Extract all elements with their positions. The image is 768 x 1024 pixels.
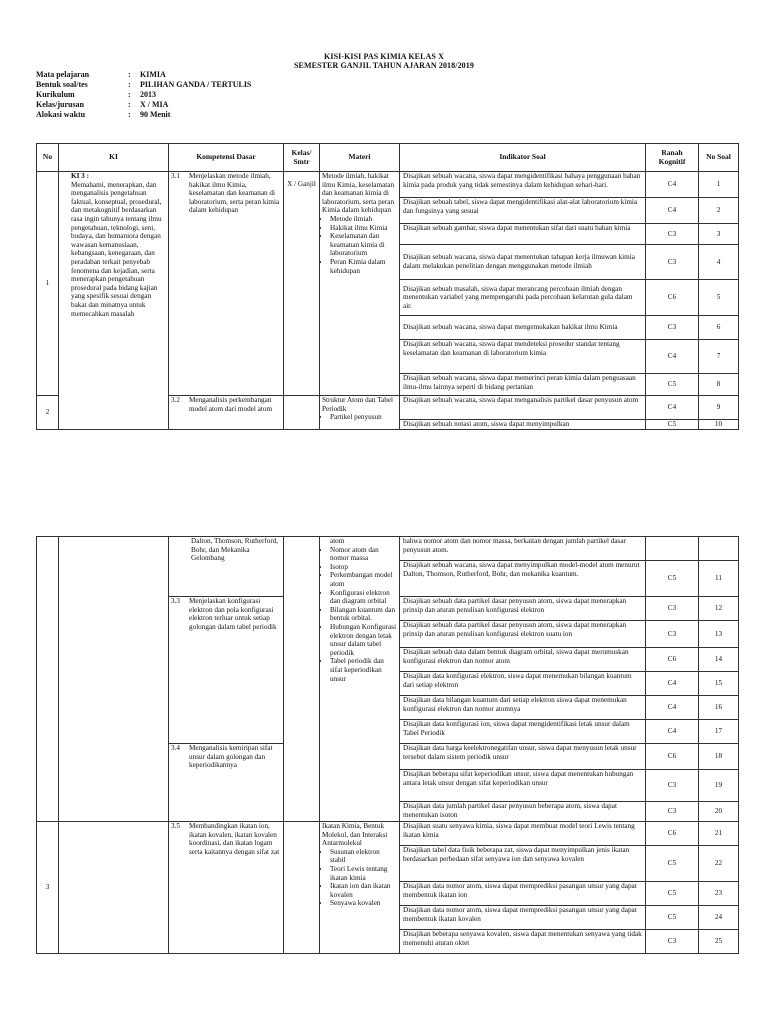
materi-cell (320, 172, 400, 396)
indikator-cell: Disajikan sebuah data partikel dasar penyusun atom, siswa dapat menerapkan prinsip dan aturan penulisan konfigurasi elektron (400, 597, 646, 621)
meta-block (36, 70, 251, 120)
meta-colon: : (128, 100, 131, 109)
nosoal-cell: 10 (699, 420, 739, 430)
nosoal-cell: 9 (699, 396, 739, 420)
col-header-ranah: Ranah Kognitif (646, 144, 699, 172)
meta-value: 90 Menit (140, 110, 171, 119)
ranah-cell: C3 (646, 245, 699, 280)
materi-item: • Teori Lewis tentang ikatan kimia (330, 865, 397, 882)
ranah-cell: C4 (646, 720, 699, 744)
materi-item: • Bilangan kuantum dan bentuk orbital. (330, 606, 397, 623)
ranah-cell (646, 537, 699, 561)
indikator-cell: Disajikan data konfigurasi ion, siswa dapat mengidentifikasi letak unsur dalam Tabel Periodik (400, 720, 646, 744)
meta-row (36, 90, 251, 100)
indikator-cell: Disajikan sebuah notasi atom, siswa dapat menyimpulkan (400, 420, 646, 430)
indikator-cell: Disajikan sebuah wacana, siswa dapat mengidentifikasi bahaya penggunaan bahan kimia pada produk yang tidak semestinya dalam kehidupan sehari-hari. (400, 172, 646, 198)
meta-row (36, 70, 251, 80)
materi-item: • Isotop (330, 563, 397, 572)
ki-cell (59, 537, 169, 822)
table-header-row (37, 144, 739, 172)
indikator-cell: Disajikan tabel data fisik beberapa zat, siswa dapat menyimpulkan jenis ikatan berdasarkan perbedaan sifat senyawa ion dan senyawa kovalen (400, 846, 646, 882)
ki-cell (59, 822, 169, 954)
meta-colon: : (128, 70, 131, 79)
nosoal-cell: 16 (699, 696, 739, 720)
meta-label: Kurikulum (36, 90, 75, 99)
meta-colon: : (128, 90, 131, 99)
nosoal-cell: 20 (699, 802, 739, 822)
nosoal-cell: 17 (699, 720, 739, 744)
nosoal-cell: 24 (699, 906, 739, 930)
nosoal-cell: 15 (699, 672, 739, 696)
ranah-cell: C5 (646, 561, 699, 597)
col-header-nosoal: No Soal (699, 144, 739, 172)
meta-value: 2013 (140, 90, 156, 99)
materi-item: • Susunan elektron stabil (330, 848, 397, 865)
kd-cell (169, 597, 284, 744)
meta-label: Alokasi waktu (36, 110, 86, 119)
indikator-cell: Disajikan data nomor atom, siswa dapat memprediksi pasangan unsur yang dapat membentuk ikatan kovalen (400, 906, 646, 930)
group-number (37, 537, 59, 822)
kd-text: Membandingkan ikatan ion, ikatan kovalen, ikatan kovalen koordinasi, dan ikatan logam serta kaitannya dengan sifat zat (189, 822, 280, 856)
kisi-table-page1 (36, 143, 739, 430)
nosoal-cell: 8 (699, 374, 739, 396)
ranah-cell: C4 (646, 198, 699, 224)
ki-cell (59, 172, 169, 430)
kd-number: 3.2 (171, 396, 180, 404)
nosoal-cell: 1 (699, 172, 739, 198)
materi-item: • Perkembangan model atom (330, 571, 397, 588)
kd-text: Menjelaskan konfigurasi elektron dan pola konfigurasi elektron terluar untuk setiap golongan dalam tabel periodik (189, 597, 277, 631)
materi-item: • Senyawa kovalen (330, 899, 397, 908)
group-number: 3 (37, 822, 59, 954)
materi-item: • Partikel penyusun (330, 413, 397, 422)
ranah-cell: C6 (646, 744, 699, 770)
meta-row (36, 110, 251, 120)
ranah-cell: C4 (646, 172, 699, 198)
nosoal-cell: 25 (699, 930, 739, 954)
ranah-cell: C5 (646, 374, 699, 396)
nosoal-cell: 5 (699, 280, 739, 316)
group-number: 1 (37, 172, 59, 396)
meta-value: X / MIA (140, 100, 169, 109)
nosoal-cell: 11 (699, 561, 739, 597)
indikator-cell: Disajikan data bilangan kuantum dari setiap elektron siswa dapat menemukan konfigurasi elektron dan nomor atomnya (400, 696, 646, 720)
ranah-cell: C6 (646, 648, 699, 672)
materi-item: • Konfigurasi elektron dan diagram orbital (330, 589, 397, 606)
indikator-cell: Disajikan sebuah gambar, siswa dapat menentukan sifat dari suatu bahan kimia (400, 224, 646, 245)
nosoal-cell: 2 (699, 198, 739, 224)
nosoal-cell: 14 (699, 648, 739, 672)
kd-cell (169, 172, 284, 396)
col-header-indikator: Indikator Soal (400, 144, 646, 172)
meta-row (36, 100, 251, 110)
indikator-cell: Disajikan sebuah wacana, siswa dapat menyimpulkan model-model atom menurut Dalton, Thomson, Rutherford, Bohr, dan mekanika kuantum. (400, 561, 646, 597)
kisi-table-page2 (36, 536, 739, 954)
meta-value: KIMIA (140, 70, 166, 79)
materi-intro: Ikatan Kimia, Bentuk Molekul, dan Interaksi Antarmolekul (322, 822, 388, 848)
nosoal-cell: 7 (699, 340, 739, 374)
materi-item: • Peran Kimia dalam kehidupan (330, 258, 397, 275)
materi-item: • Keselamatan dan keamanan kimia di laboratorium (330, 232, 397, 258)
document-title: KISI-KISI PAS KIMIA KELAS X (324, 52, 444, 61)
materi-intro: Metode ilmiah, hakikat ilmu Kimia, keselamatan dan keamanan kimia di laboratorium, serta peran Kimia dalam kehidupan (322, 172, 395, 215)
nosoal-cell: 13 (699, 621, 739, 648)
nosoal-cell: 4 (699, 245, 739, 280)
ranah-cell: C3 (646, 930, 699, 954)
materi-continuation: atom (330, 537, 345, 545)
ranah-cell: C5 (646, 846, 699, 882)
materi-cell (320, 396, 400, 430)
indikator-cell: Disajikan beberapa sifat keperiodikan unsur, siswa dapat menentukan hubungan antara letak unsur dengan sifat keperiodikan unsur (400, 770, 646, 802)
indikator-cell: Disajikan sebuah data partikel dasar penyusun atom, siswa dapat menerapkan prinsip dan aturan penulisan konfigurasi elektron suatu ion (400, 621, 646, 648)
ranah-cell: C3 (646, 597, 699, 621)
kd-text: Menganalisis perkembangan model atom dari model atom (189, 396, 273, 413)
indikator-cell: Disajikan sebuah wacana, siswa dapat mengemukakan hakikat ilmu Kimia (400, 316, 646, 340)
ki-title: KI 3 : (71, 172, 89, 180)
materi-cell (320, 537, 400, 822)
meta-value: PILIHAN GANDA / TERTULIS (140, 80, 252, 89)
ranah-cell: C3 (646, 316, 699, 340)
meta-colon: : (128, 110, 131, 119)
indikator-cell: Disajikan data harga keelektronegatifan unsur, siswa dapat menyusun letak unsur tersebut dalam sistem periodik unsur (400, 744, 646, 770)
indikator-cell: Disajikan data nomor atom, siswa dapat memprediksi pasangan unsur yang dapat membentuk ikatan ion (400, 882, 646, 906)
indikator-cell: Disajikan sebuah data dalam bentuk diagram orbital, siswa dapat merumuskan konfigurasi elektron dan nomor atom (400, 648, 646, 672)
ranah-cell: C3 (646, 770, 699, 802)
indikator-cell: Disajikan data konfigurasi elektron, siswa dapat menemukan bilangan kuantum dari setiap elektron (400, 672, 646, 696)
kd-cell (169, 822, 284, 954)
materi-intro: Struktur Atom dan Tabel Periodik (322, 396, 394, 413)
ranah-cell: C6 (646, 822, 699, 846)
ranah-cell: C5 (646, 882, 699, 906)
document-subtitle: SEMESTER GANJIL TAHUN AJARAN 2018/2019 (294, 61, 474, 70)
nosoal-cell: 23 (699, 882, 739, 906)
kd-number: 3.5 (171, 822, 180, 830)
group-number: 2 (37, 396, 59, 430)
ranah-cell: C3 (646, 802, 699, 822)
nosoal-cell: 6 (699, 316, 739, 340)
kd-cell (169, 744, 284, 822)
kd-number: 3.1 (171, 172, 180, 180)
materi-item: • Nomor atom dan nomor massa (330, 546, 397, 563)
indikator-cell: Disajikan beberapa senyawa kovalen, siswa dapat menentukan senyawa yang tidak memenuhi aturan oktet (400, 930, 646, 954)
col-header-kd: Kompetensi Dasar (169, 144, 284, 172)
materi-item: • Metode ilmiah (330, 215, 397, 224)
nosoal-cell: 3 (699, 224, 739, 245)
kd-cell (169, 396, 284, 430)
nosoal-cell: 21 (699, 822, 739, 846)
meta-label: Mata pelajaran (36, 70, 90, 79)
kelas-semester: X / Ganjil (284, 172, 320, 396)
nosoal-cell: 22 (699, 846, 739, 882)
ranah-cell: C6 (646, 280, 699, 316)
meta-label: Kelas/jurusan (36, 100, 85, 109)
kd-number: 3.3 (171, 597, 180, 605)
ranah-cell: C4 (646, 340, 699, 374)
table-row (37, 822, 739, 846)
kd-text: Menjelaskan metode ilmiah, hakikat ilmu Kimia, keselamatan dan keamanan di laboratorium, serta peran kimia dalam kehidupan (189, 172, 280, 215)
indikator-cell: Disajikan suatu senyawa kimia, siswa dapat membuat model teori Lewis tentang ikatan kimia (400, 822, 646, 846)
nosoal-cell: 18 (699, 744, 739, 770)
nosoal-cell: 12 (699, 597, 739, 621)
col-header-no: No (37, 144, 59, 172)
kelas-empty (284, 537, 320, 822)
materi-cell (320, 822, 400, 954)
ranah-cell: C4 (646, 696, 699, 720)
table-row (37, 172, 739, 198)
col-header-materi: Materi (320, 144, 400, 172)
meta-colon: : (128, 80, 131, 89)
indikator-cell: Disajikan data jumlah partikel dasar penyusun beberapa atom, siswa dapat menentukan isoton (400, 802, 646, 822)
ranah-cell: C4 (646, 396, 699, 420)
indikator-cell: Disajikan sebuah wacana, siswa dapat mendeteksi prosedur standar tentang keselamatan dan keamanan di laboratorium kimia (400, 340, 646, 374)
materi-item: • Ikatan ion dan ikatan kovalen (330, 882, 397, 899)
materi-item: • Hakikat ilmu Kimia (330, 224, 397, 233)
kelas-empty (284, 396, 320, 430)
col-header-kelas: Kelas/ Smtr (284, 144, 320, 172)
indikator-cell: Disajikan sebuah wacana, siswa dapat menentukan tahapan kerja ilmuwan kimia dalam melakukan penelitian dengan menggunakan metode ilmiah (400, 245, 646, 280)
table-row (37, 537, 739, 561)
kd-cell (169, 537, 284, 597)
kelas-empty (284, 822, 320, 954)
indikator-cell: Disajikan sebuah masalah, siswa dapat merancang percobaan ilmiah dengan menentukan variabel yang mempengaruhi pada percobaan kelarutan gula dalam air. (400, 280, 646, 316)
kd-text: Menganalisis kemiripan sifat unsur dalam golongan dan keperiodikannya (189, 744, 273, 770)
indikator-cell: Disajikan sebuah tabel, siswa dapat mengidentifikasi alat-alat laboratorium kimia dan fungsinya yang sesuai (400, 198, 646, 224)
indikator-cell: bahwa nomor atom dan nomor massa, berkaitan dengan jumlah partikel dasar penyusun atom. (400, 537, 646, 561)
ranah-cell: C3 (646, 621, 699, 648)
meta-row (36, 80, 251, 90)
ranah-cell: C3 (646, 224, 699, 245)
nosoal-cell: 19 (699, 770, 739, 802)
materi-item: • Tabel periodik dan sifat keperiodikan unsur (330, 657, 397, 683)
materi-item: • Hubungan Konfigurasi elektron dengan letak unsur dalam tabel periodik (330, 623, 397, 657)
ki-description: Memahami, menerapkan, dan menganalisis pengetahuan faktual, konseptual, prosedural, dan metakognitif berdasarkan rasa ingin tahunya tentang ilmu pengetahuan, teknologi, seni, budaya, dan humaniora dengan wawasan kemanusiaan, kebangsaan, kenegaraan, dan peradaban terkait penyebab fenomena dan kejadian, serta menerapkan pengetahuan prosedural pada bidang kajian yang spesifik sesuai dengan bakat dan minatnya untuk memecahkan masalah (71, 180, 162, 318)
kd-number: 3.4 (171, 744, 180, 752)
kd-text: Dalton, Thomson, Rutherford, Bohr, dan Mekanika Gelombang (191, 537, 279, 563)
meta-label: Bentuk soal/tes (36, 80, 88, 89)
nosoal-cell (699, 537, 739, 561)
col-header-ki: KI (59, 144, 169, 172)
indikator-cell: Disajikan sebuah wacana, siswa dapat memerinci peran kimia dalam penguasaan ilmu-ilmu lainnya seperti di bidang pertanian (400, 374, 646, 396)
ranah-cell: C5 (646, 420, 699, 430)
indikator-cell: Disajikan sebuah wacana, siswa dapat menganalisis partikel dasar penyusun atom (400, 396, 646, 420)
ranah-cell: C4 (646, 672, 699, 696)
ranah-cell: C5 (646, 906, 699, 930)
